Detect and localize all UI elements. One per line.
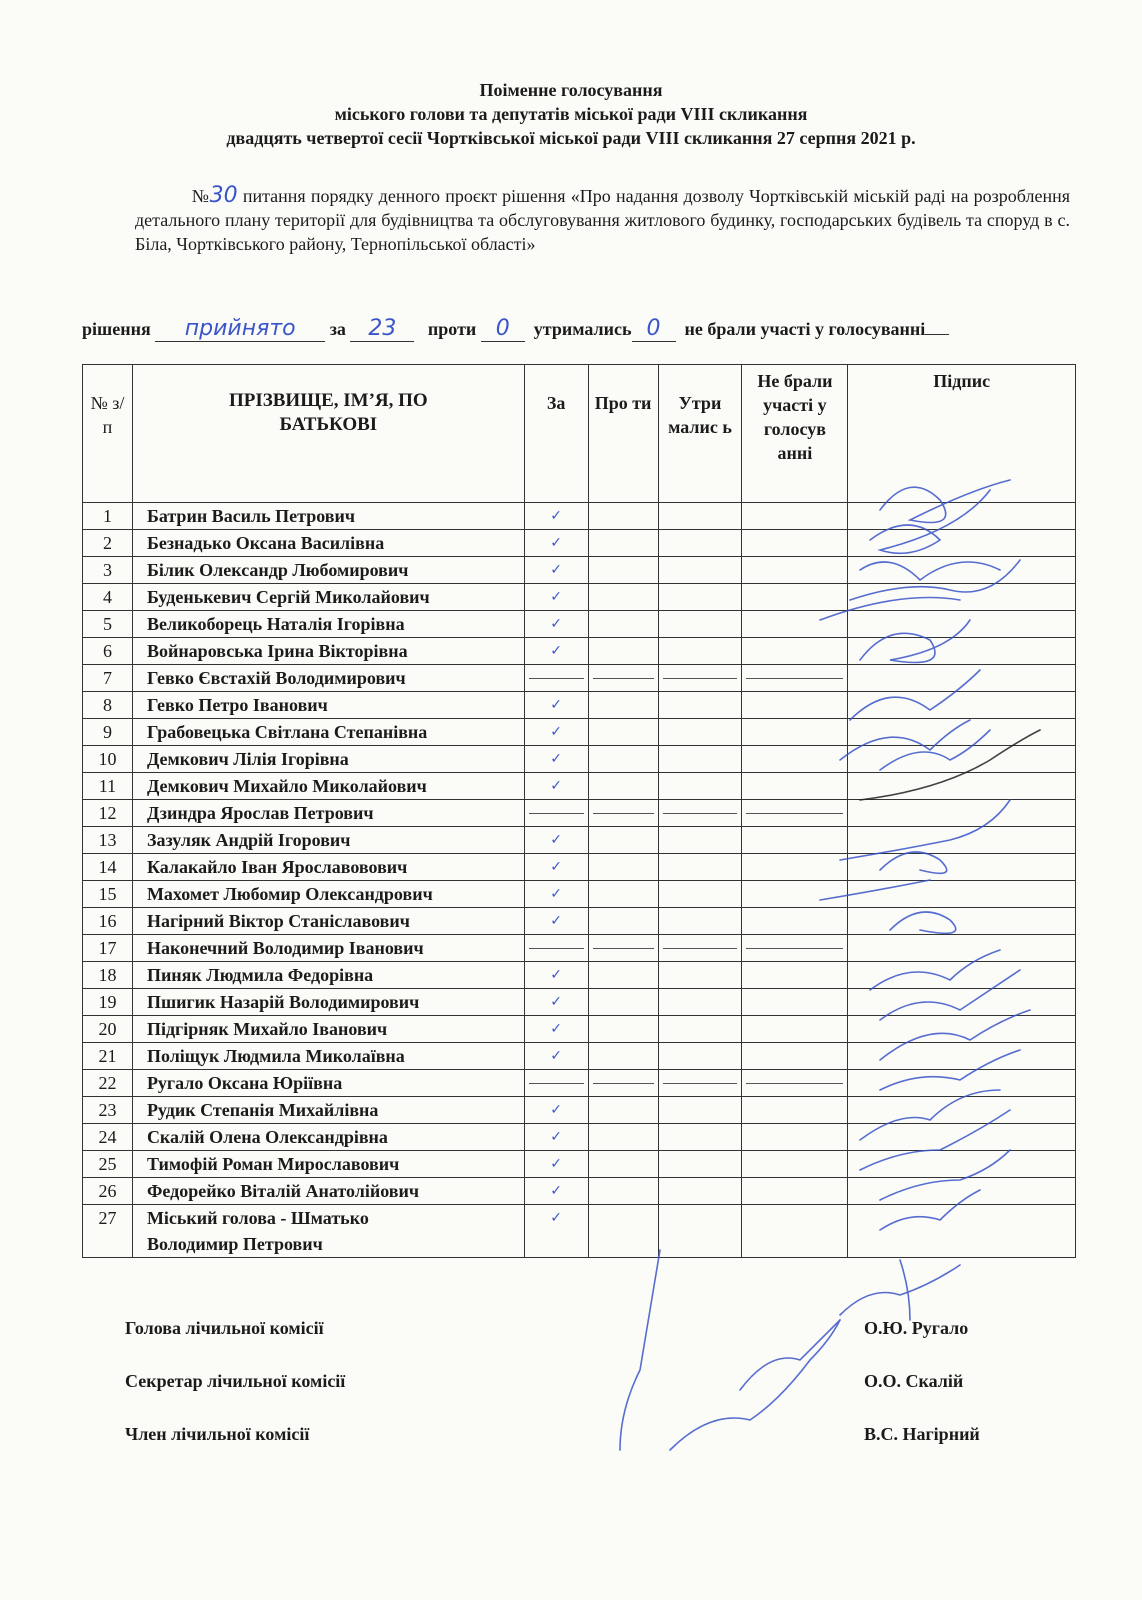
table-row: [83, 503, 1076, 530]
row-proty: [588, 962, 658, 989]
row-utrym: [658, 1070, 742, 1097]
row-signature: [848, 746, 1076, 773]
strike-line: [529, 678, 584, 679]
row-nebraly: [742, 692, 848, 719]
row-za: ✓: [524, 1097, 588, 1124]
row-utrym: [658, 746, 742, 773]
strike-line: [593, 813, 654, 814]
row-nebraly: [742, 800, 848, 827]
row-name: Скалій Олена Олександрівна: [132, 1124, 524, 1151]
row-za: [524, 935, 588, 962]
strike-line: [663, 948, 738, 949]
result-za-label: за: [329, 319, 346, 339]
row-za: ✓: [524, 1178, 588, 1205]
strike-line: [529, 1083, 584, 1084]
row-signature: [848, 1043, 1076, 1070]
strike-line: [529, 813, 584, 814]
row-number: 9: [83, 719, 133, 746]
row-za: ✓: [524, 1151, 588, 1178]
row-proty: [588, 1178, 658, 1205]
row-utrym: [658, 881, 742, 908]
member-label: Член лічильної комісії: [125, 1424, 310, 1444]
header-pidpys: Підпис: [848, 365, 1076, 503]
row-number: 7: [83, 665, 133, 692]
table-row: [83, 1124, 1076, 1151]
row-name: Демкович Михайло Миколайович: [132, 773, 524, 800]
row-number: 10: [83, 746, 133, 773]
row-name: Гевко Євстахій Володимирович: [132, 665, 524, 692]
question-paragraph: [135, 184, 1070, 256]
result-utrym-label: утримались: [533, 319, 632, 339]
result-label: рішення: [82, 319, 151, 339]
row-nebraly: [742, 1151, 848, 1178]
row-za: ✓: [524, 989, 588, 1016]
chair-name: О.Ю. Ругало: [864, 1318, 969, 1338]
table-row: [83, 1205, 1076, 1258]
row-proty: [588, 746, 658, 773]
row-name: [132, 1205, 524, 1258]
row-proty: [588, 584, 658, 611]
strike-line: [663, 1083, 738, 1084]
strike-line: [593, 1083, 654, 1084]
row-signature: [848, 1178, 1076, 1205]
row-za: ✓: [524, 881, 588, 908]
table-row: [83, 935, 1076, 962]
row-signature: [848, 989, 1076, 1016]
doc-title: Поіменне голосування: [479, 80, 663, 100]
row-signature: [848, 503, 1076, 530]
row-utrym: [658, 719, 742, 746]
row-name: Махомет Любомир Олександрович: [132, 881, 524, 908]
row-signature: [848, 962, 1076, 989]
header-name: ПРІЗВИЩЕ, ІМ’Я, ПО БАТЬКОВІ: [132, 365, 524, 503]
row-za: ✓: [524, 557, 588, 584]
row-name-line1: Міський голова - Шматько: [146, 1208, 369, 1228]
row-proty: [588, 1070, 658, 1097]
row-proty: [588, 665, 658, 692]
row-name: Федорейко Віталій Анатолійович: [132, 1178, 524, 1205]
vote-table-body: [83, 503, 1076, 1258]
result-utrym-count: 0: [632, 316, 676, 342]
table-row: [83, 611, 1076, 638]
result-proty-count: 0: [481, 316, 525, 342]
row-za: [524, 665, 588, 692]
table-row: [83, 1097, 1076, 1124]
row-za: ✓: [524, 530, 588, 557]
row-proty: [588, 692, 658, 719]
row-number: 21: [83, 1043, 133, 1070]
row-signature: [848, 1097, 1076, 1124]
row-name: Буденькевич Сергій Миколайович: [132, 584, 524, 611]
row-za: ✓: [524, 746, 588, 773]
row-nebraly: [742, 1178, 848, 1205]
row-nebraly: [742, 638, 848, 665]
row-proty: [588, 989, 658, 1016]
row-nebraly: [742, 557, 848, 584]
row-number: 25: [83, 1151, 133, 1178]
header-nebraly: Не брали участі у голосув анні: [742, 365, 848, 503]
row-name: Зазуляк Андрій Ігорович: [132, 827, 524, 854]
chair-label: Голова лічильної комісії: [125, 1318, 324, 1338]
row-nebraly: [742, 584, 848, 611]
row-signature: [848, 584, 1076, 611]
signature-27: [900, 1260, 910, 1320]
row-nebraly: [742, 530, 848, 557]
row-nebraly: [742, 1205, 848, 1258]
row-nebraly: [742, 1043, 848, 1070]
row-utrym: [658, 800, 742, 827]
row-proty: [588, 935, 658, 962]
vote-table: [82, 364, 1076, 1258]
row-nebraly: [742, 989, 848, 1016]
row-nebraly: [742, 1097, 848, 1124]
strike-line: [746, 1083, 843, 1084]
row-utrym: [658, 692, 742, 719]
row-nebraly: [742, 1070, 848, 1097]
row-za: ✓: [524, 773, 588, 800]
row-name-line2: Володимир Петрович: [146, 1234, 323, 1254]
row-proty: [588, 908, 658, 935]
strike-line: [746, 813, 843, 814]
row-number: 22: [83, 1070, 133, 1097]
result-za-count: 23: [350, 316, 414, 342]
row-number: 16: [83, 908, 133, 935]
row-number: 2: [83, 530, 133, 557]
row-za: ✓: [524, 638, 588, 665]
row-proty: [588, 719, 658, 746]
row-name: Грабовецька Світлана Степанівна: [132, 719, 524, 746]
row-utrym: [658, 557, 742, 584]
row-proty: [588, 800, 658, 827]
row-nebraly: [742, 962, 848, 989]
row-number: 13: [83, 827, 133, 854]
row-nebraly: [742, 1016, 848, 1043]
row-utrym: [658, 827, 742, 854]
row-za: ✓: [524, 1205, 588, 1258]
row-proty: [588, 827, 658, 854]
row-utrym: [658, 1043, 742, 1070]
row-nebraly: [742, 503, 848, 530]
row-name: Пшигик Назарій Володимирович: [132, 989, 524, 1016]
row-name: Рудик Степанія Михайлівна: [132, 1097, 524, 1124]
table-row: [83, 881, 1076, 908]
row-utrym: [658, 989, 742, 1016]
secretary-name: О.О. Скалій: [864, 1371, 964, 1391]
strike-line: [593, 948, 654, 949]
row-utrym: [658, 530, 742, 557]
header-utrym: Утри малис ь: [658, 365, 742, 503]
row-proty: [588, 854, 658, 881]
row-proty: [588, 638, 658, 665]
table-row: [83, 746, 1076, 773]
table-row: [83, 827, 1076, 854]
doc-subtitle: міського голови та депутатів міської ради VIII скликання: [334, 104, 808, 124]
row-proty: [588, 611, 658, 638]
row-za: ✓: [524, 908, 588, 935]
row-za: ✓: [524, 503, 588, 530]
row-name: Наконечний Володимир Іванович: [132, 935, 524, 962]
row-nebraly: [742, 665, 848, 692]
table-row: [83, 773, 1076, 800]
table-row: [83, 962, 1076, 989]
header-za: За: [524, 365, 588, 503]
row-number: 3: [83, 557, 133, 584]
table-row: [83, 557, 1076, 584]
row-name: Батрин Василь Петрович: [132, 503, 524, 530]
row-za: ✓: [524, 692, 588, 719]
row-signature: [848, 773, 1076, 800]
row-signature: [848, 719, 1076, 746]
row-name: Ругало Оксана Юріївна: [132, 1070, 524, 1097]
table-row: [83, 530, 1076, 557]
secretary-label: Секретар лічильної комісії: [125, 1371, 346, 1391]
row-number: 27: [83, 1205, 133, 1258]
row-number: 19: [83, 989, 133, 1016]
footer-signature-rugalo: [840, 1265, 960, 1315]
row-name: Білик Олександр Любомирович: [132, 557, 524, 584]
row-name: Демкович Лілія Ігорівна: [132, 746, 524, 773]
row-signature: [848, 881, 1076, 908]
row-signature: [848, 1016, 1076, 1043]
row-utrym: [658, 1178, 742, 1205]
row-name: Гевко Петро Іванович: [132, 692, 524, 719]
question-number: 30: [209, 183, 238, 208]
row-signature: [848, 530, 1076, 557]
strike-line: [746, 678, 843, 679]
row-name: Тимофій Роман Мирославович: [132, 1151, 524, 1178]
row-nebraly: [742, 881, 848, 908]
row-number: 1: [83, 503, 133, 530]
row-number: 4: [83, 584, 133, 611]
table-row: [83, 1016, 1076, 1043]
row-signature: [848, 854, 1076, 881]
strike-line: [746, 948, 843, 949]
row-signature: [848, 1124, 1076, 1151]
row-signature: [848, 827, 1076, 854]
table-row: [83, 1043, 1076, 1070]
row-za: ✓: [524, 1124, 588, 1151]
row-name: Великоборець Наталія Ігорівна: [132, 611, 524, 638]
row-utrym: [658, 611, 742, 638]
doc-session-line: двадцять четвертої сесії Чортківської міської ради VIII скликання 27 серпня 2021 р.: [226, 128, 916, 148]
row-nebraly: [742, 827, 848, 854]
row-name: Дзиндра Ярослав Петрович: [132, 800, 524, 827]
row-utrym: [658, 935, 742, 962]
row-nebraly: [742, 908, 848, 935]
row-name: Нагірний Віктор Станіславович: [132, 908, 524, 935]
row-proty: [588, 503, 658, 530]
row-utrym: [658, 908, 742, 935]
row-number: 23: [83, 1097, 133, 1124]
row-number: 20: [83, 1016, 133, 1043]
result-proty-label: проти: [427, 319, 477, 339]
row-nebraly: [742, 935, 848, 962]
row-number: 11: [83, 773, 133, 800]
table-row: [83, 800, 1076, 827]
strike-line: [593, 678, 654, 679]
table-row: [83, 719, 1076, 746]
question-text: питання порядку денного проєкт рішення «Про надання дозволу Чортківській міській раді на розроблення детального плану території для будівництва та обслуговування житлового будинку, господарських будівель та споруд в с. Біла, Чортківського району, Тернопільської області»: [135, 186, 1071, 254]
row-utrym: [658, 1151, 742, 1178]
row-proty: [588, 1043, 658, 1070]
vote-result-line: [82, 316, 949, 342]
row-signature: [848, 935, 1076, 962]
row-name: Поліщук Людмила Миколаївна: [132, 1043, 524, 1070]
row-nebraly: [742, 746, 848, 773]
row-utrym: [658, 638, 742, 665]
row-number: 8: [83, 692, 133, 719]
row-proty: [588, 1016, 658, 1043]
row-number: 12: [83, 800, 133, 827]
row-name: Войнаровська Ірина Вікторівна: [132, 638, 524, 665]
row-number: 14: [83, 854, 133, 881]
row-za: ✓: [524, 827, 588, 854]
table-row: [83, 692, 1076, 719]
footer-signature-chair: [620, 1250, 660, 1450]
row-signature: [848, 800, 1076, 827]
strike-line: [529, 948, 584, 949]
row-proty: [588, 530, 658, 557]
row-signature: [848, 1205, 1076, 1258]
row-za: [524, 1070, 588, 1097]
row-name: Безнадько Оксана Василівна: [132, 530, 524, 557]
table-row: [83, 989, 1076, 1016]
table-row: [83, 1178, 1076, 1205]
row-utrym: [658, 773, 742, 800]
row-nebraly: [742, 719, 848, 746]
row-number: 17: [83, 935, 133, 962]
row-za: ✓: [524, 962, 588, 989]
row-utrym: [658, 665, 742, 692]
row-signature: [848, 557, 1076, 584]
row-utrym: [658, 854, 742, 881]
row-utrym: [658, 1097, 742, 1124]
row-za: ✓: [524, 611, 588, 638]
table-row: [83, 908, 1076, 935]
row-name: Пиняк Людмила Федорівна: [132, 962, 524, 989]
row-proty: [588, 1097, 658, 1124]
question-number-prefix: №: [191, 186, 210, 206]
row-name: Підгірняк Михайло Іванович: [132, 1016, 524, 1043]
row-number: 18: [83, 962, 133, 989]
row-signature: [848, 1151, 1076, 1178]
row-number: 15: [83, 881, 133, 908]
row-signature: [848, 611, 1076, 638]
row-number: 6: [83, 638, 133, 665]
row-nebraly: [742, 773, 848, 800]
row-signature: [848, 908, 1076, 935]
row-utrym: [658, 962, 742, 989]
row-za: ✓: [524, 584, 588, 611]
row-proty: [588, 1151, 658, 1178]
row-za: ✓: [524, 1043, 588, 1070]
row-proty: [588, 773, 658, 800]
table-row: [83, 854, 1076, 881]
row-number: 26: [83, 1178, 133, 1205]
result-nebraly-blank: [925, 320, 949, 335]
table-row: [83, 1151, 1076, 1178]
row-utrym: [658, 1205, 742, 1258]
row-utrym: [658, 503, 742, 530]
row-proty: [588, 1124, 658, 1151]
row-utrym: [658, 584, 742, 611]
row-signature: [848, 692, 1076, 719]
row-nebraly: [742, 1124, 848, 1151]
row-signature: [848, 638, 1076, 665]
row-za: [524, 800, 588, 827]
result-nebraly-label: не брали участі у голосуванні: [684, 319, 926, 339]
result-decision: прийнято: [155, 316, 325, 342]
strike-line: [663, 678, 738, 679]
table-row: [83, 584, 1076, 611]
table-row: [83, 1070, 1076, 1097]
table-row: [83, 665, 1076, 692]
strike-line: [663, 813, 738, 814]
header-num: № з/п: [83, 365, 133, 503]
row-proty: [588, 881, 658, 908]
row-za: ✓: [524, 1016, 588, 1043]
footer-signature-member: [670, 1320, 840, 1450]
row-za: ✓: [524, 854, 588, 881]
row-proty: [588, 1205, 658, 1258]
row-proty: [588, 557, 658, 584]
table-row: [83, 638, 1076, 665]
row-signature: [848, 665, 1076, 692]
row-number: 5: [83, 611, 133, 638]
row-nebraly: [742, 611, 848, 638]
row-za: ✓: [524, 719, 588, 746]
footer-signature-secretary: [740, 1320, 840, 1390]
row-utrym: [658, 1124, 742, 1151]
row-number: 24: [83, 1124, 133, 1151]
member-name: В.С. Нагірний: [864, 1424, 980, 1444]
row-signature: [848, 1070, 1076, 1097]
row-nebraly: [742, 854, 848, 881]
header-proty: Про ти: [588, 365, 658, 503]
row-utrym: [658, 1016, 742, 1043]
row-name: Калакайло Іван Ярославовович: [132, 854, 524, 881]
